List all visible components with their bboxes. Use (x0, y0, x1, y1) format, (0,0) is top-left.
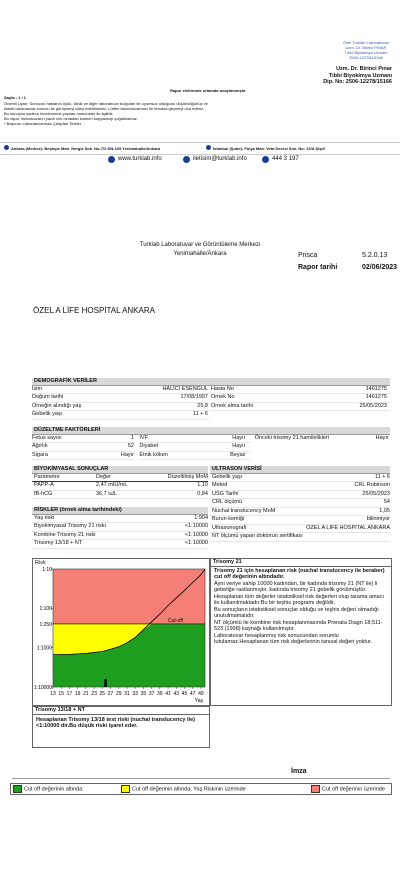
legend-item (311, 785, 385, 793)
section-title: Trisomy 13/18 + NT (33, 707, 209, 715)
corr-row (139, 435, 250, 444)
us-value: 11 + 6 (374, 473, 390, 480)
center-city: Yenimahalle/Ankara (173, 251, 227, 257)
x-tick-label: 17 (66, 691, 73, 697)
demo-value: 11 + 6 (192, 411, 208, 417)
x-tick-label: 41 (165, 691, 171, 697)
corr-row (32, 443, 135, 452)
risk-label: Kombine Trisomy 21 riski (34, 531, 96, 538)
biochem-value: 2,47 mIU/mL (96, 482, 128, 488)
x-tick-label: 15 (58, 691, 64, 697)
phone-number: 444 3 197 (272, 156, 299, 162)
biochem-row (32, 482, 208, 491)
us-label: Gebelik yaşı (212, 473, 243, 480)
demo-label: Örneğin alındığı yaş (32, 402, 82, 409)
t13-result: Hesaplanan Trisomy 13/18 test riski (nuchal translucency ile) <1:10000 dir.Bu düşük riski işaret eder. (36, 716, 195, 729)
section-title: BİYOKİMYASAL SONUÇLAR (32, 466, 208, 474)
corr-label: IVF (139, 434, 148, 441)
demo-row (32, 394, 209, 403)
y-tick-label: 1:10000 (33, 684, 52, 691)
risk-chart (33, 559, 209, 705)
page-number: Sayfa : 1 / 1 (4, 95, 27, 100)
disclaimer-notes (4, 101, 334, 126)
col-header: Parametre (34, 473, 60, 480)
report-date-label: Rapor tarihi (298, 264, 338, 271)
x-tick-label: 43 (173, 691, 180, 697)
demo-label: Örnek No (211, 394, 235, 400)
legend-swatch-red (311, 785, 320, 793)
center-name: Turklab Laboratuvar ve Görüntüleme Merkezi (139, 242, 261, 248)
report-version: 5.2.0.13 (362, 252, 388, 259)
t21-result: Trisomy 21 için hesaplanan risk (nuchal translucency ile beraber) cut off değerinin altındadır. (214, 567, 385, 580)
trisomy21-box (210, 558, 392, 706)
note-line: ekteki laboratuvar sonucu ile görüşmeyi talep edebilirsiniz. Lütfen laboratuvarımız ile temasa geçmeyi rica ederiz. (4, 106, 205, 111)
section-title: DÜZELTME FAKTÖRLERİ (32, 427, 390, 435)
us-label: Burun kemiği (212, 516, 245, 522)
signer-block (282, 66, 392, 86)
biochem-mom: 1,10 (197, 482, 208, 488)
biochem-param: fB-hCG (34, 490, 53, 497)
biochem-section (32, 466, 208, 499)
t21-paragraph: Hesaplanan tüm değerler istatistiksel risk değerleri olup tarama amacı ile kullanılmaktadır.Bu bir teşhis programı değildir. (214, 593, 384, 606)
note-line: Bu sonuçlar sadece incelenmesi yapılan numuneler ile ilgilidir. (4, 111, 114, 116)
us-value: 54 (383, 499, 390, 505)
location-icon (4, 145, 9, 150)
demo-row (211, 386, 390, 395)
corr-row (139, 443, 250, 452)
legend-label: Cut off değerinin altında (24, 786, 83, 793)
x-tick-label: 25 (99, 691, 106, 697)
x-tick-label: 27 (107, 691, 114, 697)
demo-value: 1461275 (365, 385, 387, 392)
biochem-value: 36,7 iu/L (96, 490, 118, 497)
website-link[interactable]: www.turklab.info (118, 156, 162, 162)
x-tick-label: 23 (91, 691, 97, 697)
legend-label: Cut off değerinin altında, Yaş Riskinin üzerinde (132, 786, 246, 793)
x-tick-label: 35 (140, 691, 147, 697)
x-tick-label: 47 (189, 691, 196, 697)
corr-label: Ağırlık (32, 443, 48, 449)
us-value: bilinmiyor (366, 516, 390, 522)
note-line: Bu rapor, laboratuvarın yazılı izni olmadan kısmen kopyalanıp çoğaltılamaz. (4, 116, 138, 121)
sign-note: Rapor elektronik ortamda onaylanmıştır. (170, 88, 247, 93)
risk-value: 1:904 (194, 514, 208, 521)
legend-item (13, 785, 82, 793)
x-tick-label: 45 (181, 691, 188, 697)
us-value: 1,05 (379, 507, 390, 514)
us-value: 25/05/2023 (362, 490, 390, 497)
risk-value: <1:10000 (184, 531, 208, 538)
corr-label: Diyabet (139, 443, 159, 449)
legend-swatch-yellow (121, 785, 130, 793)
legend-swatch-green (13, 785, 22, 793)
t21-paragraph: NT ölçümlü ile kombine risk hesaplanmasında Prenata Diagn 18;511-523 (1998) kaynağı kullanılmıştır. (214, 619, 383, 632)
biochem-header (32, 474, 208, 483)
risk-label: Trisomy 13/18 + NT (34, 540, 83, 546)
note-line: Önemli Uyarı: Sonucun hastanın öykü, klinik ve diğer laboratuvar bulguları ile uyumsuz olduğunu düşündüğünüz ve (4, 101, 208, 106)
x-tick-label: 31 (124, 691, 130, 697)
demo-row (211, 403, 390, 412)
globe-icon (108, 156, 115, 163)
biochem-row (32, 491, 208, 500)
signer-title: Uzm. Dr. Birinci Pınar (336, 66, 392, 72)
demo-value: 17/08/1997 (180, 394, 208, 400)
stamp-line: Uzm. Dr. Birinci PINAR (345, 45, 387, 50)
us-label: Nuchal translucency MoM (212, 507, 276, 514)
us-value: CRL Robinson (354, 482, 390, 488)
risk-row (32, 515, 208, 524)
t21-paragraph: Laboratuvar hesaplanmış risk sonucundan sorumlu tutulamaz.Hesaplanan tüm risk değerlerinin tanısal değeri yoktur. (214, 632, 373, 645)
risks-section (32, 507, 208, 549)
chart-title: Risk (35, 560, 46, 566)
corr-label: Sigara (32, 451, 48, 458)
corr-row (139, 452, 250, 461)
t21-paragraph: Aynı veriye sahip 10000 kadından, bir kadında trisomy 21 (NT ile) li gebeliğe rastlanmıştır. kadında trisomy 21 gebelik görülmüştür. (214, 580, 378, 593)
signer-diploma: Dip. No: 2506-12278/15166 (323, 79, 392, 85)
us-row (210, 482, 390, 491)
y-tick-label: 1:250 (39, 621, 52, 628)
us-label: USG Tarihi (212, 490, 239, 497)
phone-icon (262, 156, 269, 163)
us-label: CRL ölçümü (212, 499, 243, 505)
section-title: RİSKLER (örnek alma tarihindeki) (32, 507, 208, 515)
corr-row (32, 452, 135, 461)
us-label: NT ölçümü yapan doktorun sertifikası (212, 533, 303, 539)
y-tick-label: 1:100 (39, 606, 52, 613)
x-tick-label: 13 (50, 691, 56, 697)
branch-istanbul: İstanbul (Şube): Fulya Mah. Vefa Deresi Sok. No: 13/A Şişli/ (213, 146, 325, 151)
corr-row (32, 435, 135, 444)
col-header: Düzeltilmiş MoM (167, 473, 208, 480)
x-tick-label: 33 (132, 691, 138, 697)
demo-label: Hasta No (211, 385, 234, 392)
biochem-mom: 0,84 (197, 490, 208, 497)
location-icon (206, 145, 211, 150)
corr-value: Hayır (375, 434, 389, 441)
col-header: Değer (96, 473, 111, 480)
stamp-line: Özel Turklab Laboratuvarı (342, 40, 390, 45)
x-tick-label: 37 (148, 691, 155, 697)
mail-icon (183, 156, 190, 163)
cutoff-label: Cut-off (168, 617, 183, 624)
us-row (210, 474, 390, 483)
correction-section (32, 427, 390, 460)
signature-line (12, 778, 390, 779)
report-software: Prisca (298, 252, 318, 259)
us-row (210, 533, 390, 542)
us-label: Ultrasonografi (212, 524, 247, 531)
us-row (210, 499, 390, 508)
corr-value: 52 (127, 443, 134, 449)
us-row (210, 516, 390, 525)
risk-chart-box (32, 558, 210, 706)
risk-value: <1:10000 (184, 540, 208, 546)
demo-row (32, 386, 209, 395)
us-value: ÖZEL A LİFE HOSPİTAL ANKARA (306, 524, 390, 531)
us-row (210, 508, 390, 517)
report-date: 02/06/2023 (362, 264, 398, 271)
risk-row (32, 523, 208, 532)
x-tick-label: 29 (115, 691, 122, 697)
demo-label: Gebelik yaşı (32, 411, 63, 417)
section-title: Trisomy 21 (211, 559, 391, 567)
demo-value: 1461275 (365, 394, 387, 400)
branch-bar (0, 142, 400, 155)
ultrasound-section (210, 466, 390, 542)
x-tick-label: 21 (83, 691, 89, 697)
email-link[interactable]: iletisim@turklab.info (193, 156, 247, 162)
high-risk-zone (53, 569, 205, 624)
demographics-section (32, 378, 390, 420)
corr-label: Önceki trisomy 21 hamilelikleri (254, 434, 330, 441)
us-label: Metod (212, 482, 228, 488)
legend-bar (10, 783, 392, 795)
demo-label: Örnek alma tarihi (211, 402, 253, 409)
risk-value: <1:10000 (184, 523, 208, 529)
legend-item (121, 785, 246, 793)
risk-label: Yaş riski (34, 514, 55, 521)
demo-value: 25,8 (197, 402, 208, 409)
us-row (210, 525, 390, 534)
x-tick-label: 39 (157, 691, 163, 697)
us-row (210, 491, 390, 500)
stamp-line: 2506-12278/15166 (349, 55, 383, 60)
section-title: ULTRASON VERİSİ (210, 466, 390, 474)
y-tick-label: 1:10 (42, 566, 52, 573)
corr-label: Etnik köken (139, 451, 168, 458)
demo-value: HALICI ESENGÜL (162, 385, 208, 392)
patient-marker (104, 679, 106, 687)
demo-row (32, 403, 209, 412)
x-axis-label: Yaş (194, 698, 203, 704)
t21-paragraph: Bu sonuçların istatistiksel sonuçlar olduğu ve teşhis değeri olmadığı unutulmamalıdır. (214, 606, 379, 619)
corr-value: Beyaz (230, 451, 246, 458)
stamp-line: Tıbbi Biyokimya Uzmanı (344, 50, 388, 55)
demo-label: İsim (32, 385, 43, 392)
demo-row (211, 394, 390, 403)
demo-value: 25/05/2023 (359, 402, 387, 409)
y-tick-label: 1:1000 (36, 645, 52, 652)
risk-row (32, 532, 208, 541)
note-line: * Başvuru Laboratuvarında Çalışılan Testler (4, 121, 82, 126)
demo-label: Doğum tarihi (32, 394, 64, 400)
corr-label: Fetus sayısı (32, 434, 62, 441)
branch-ankara: Ankara (Merkez): Beştepe Mah. Nergiz Sok. No:7/2 DN:109 Yenimahalle/Ankara (11, 146, 161, 151)
contact-row (0, 155, 400, 165)
risk-label: Biyokimyasal Trisomy 21 riski (34, 523, 106, 529)
corr-value: 1 (130, 434, 134, 441)
corr-value: Hayır (232, 443, 246, 449)
demo-row (32, 411, 209, 420)
signature-label: İmza (291, 768, 307, 775)
corr-value: Hayır (232, 434, 246, 441)
legend-label: Cut off değerinin üzerinde (322, 786, 385, 793)
corr-value: Hayır (120, 451, 134, 458)
hospital-name: ÖZEL A LİFE HOSPİTAL ANKARA (33, 306, 155, 315)
biochem-param: PAPP-A (34, 482, 54, 488)
trisomy13-box (32, 706, 210, 748)
signer-dept: Tıbbi Biyokimya Uzmanı (328, 72, 392, 79)
lab-stamp (336, 40, 396, 60)
x-tick-label: 49 (198, 691, 204, 697)
risk-row (32, 540, 208, 549)
x-tick-label: 19 (74, 691, 81, 697)
section-title: DEMOGRAFİK VERİLER (32, 378, 390, 386)
